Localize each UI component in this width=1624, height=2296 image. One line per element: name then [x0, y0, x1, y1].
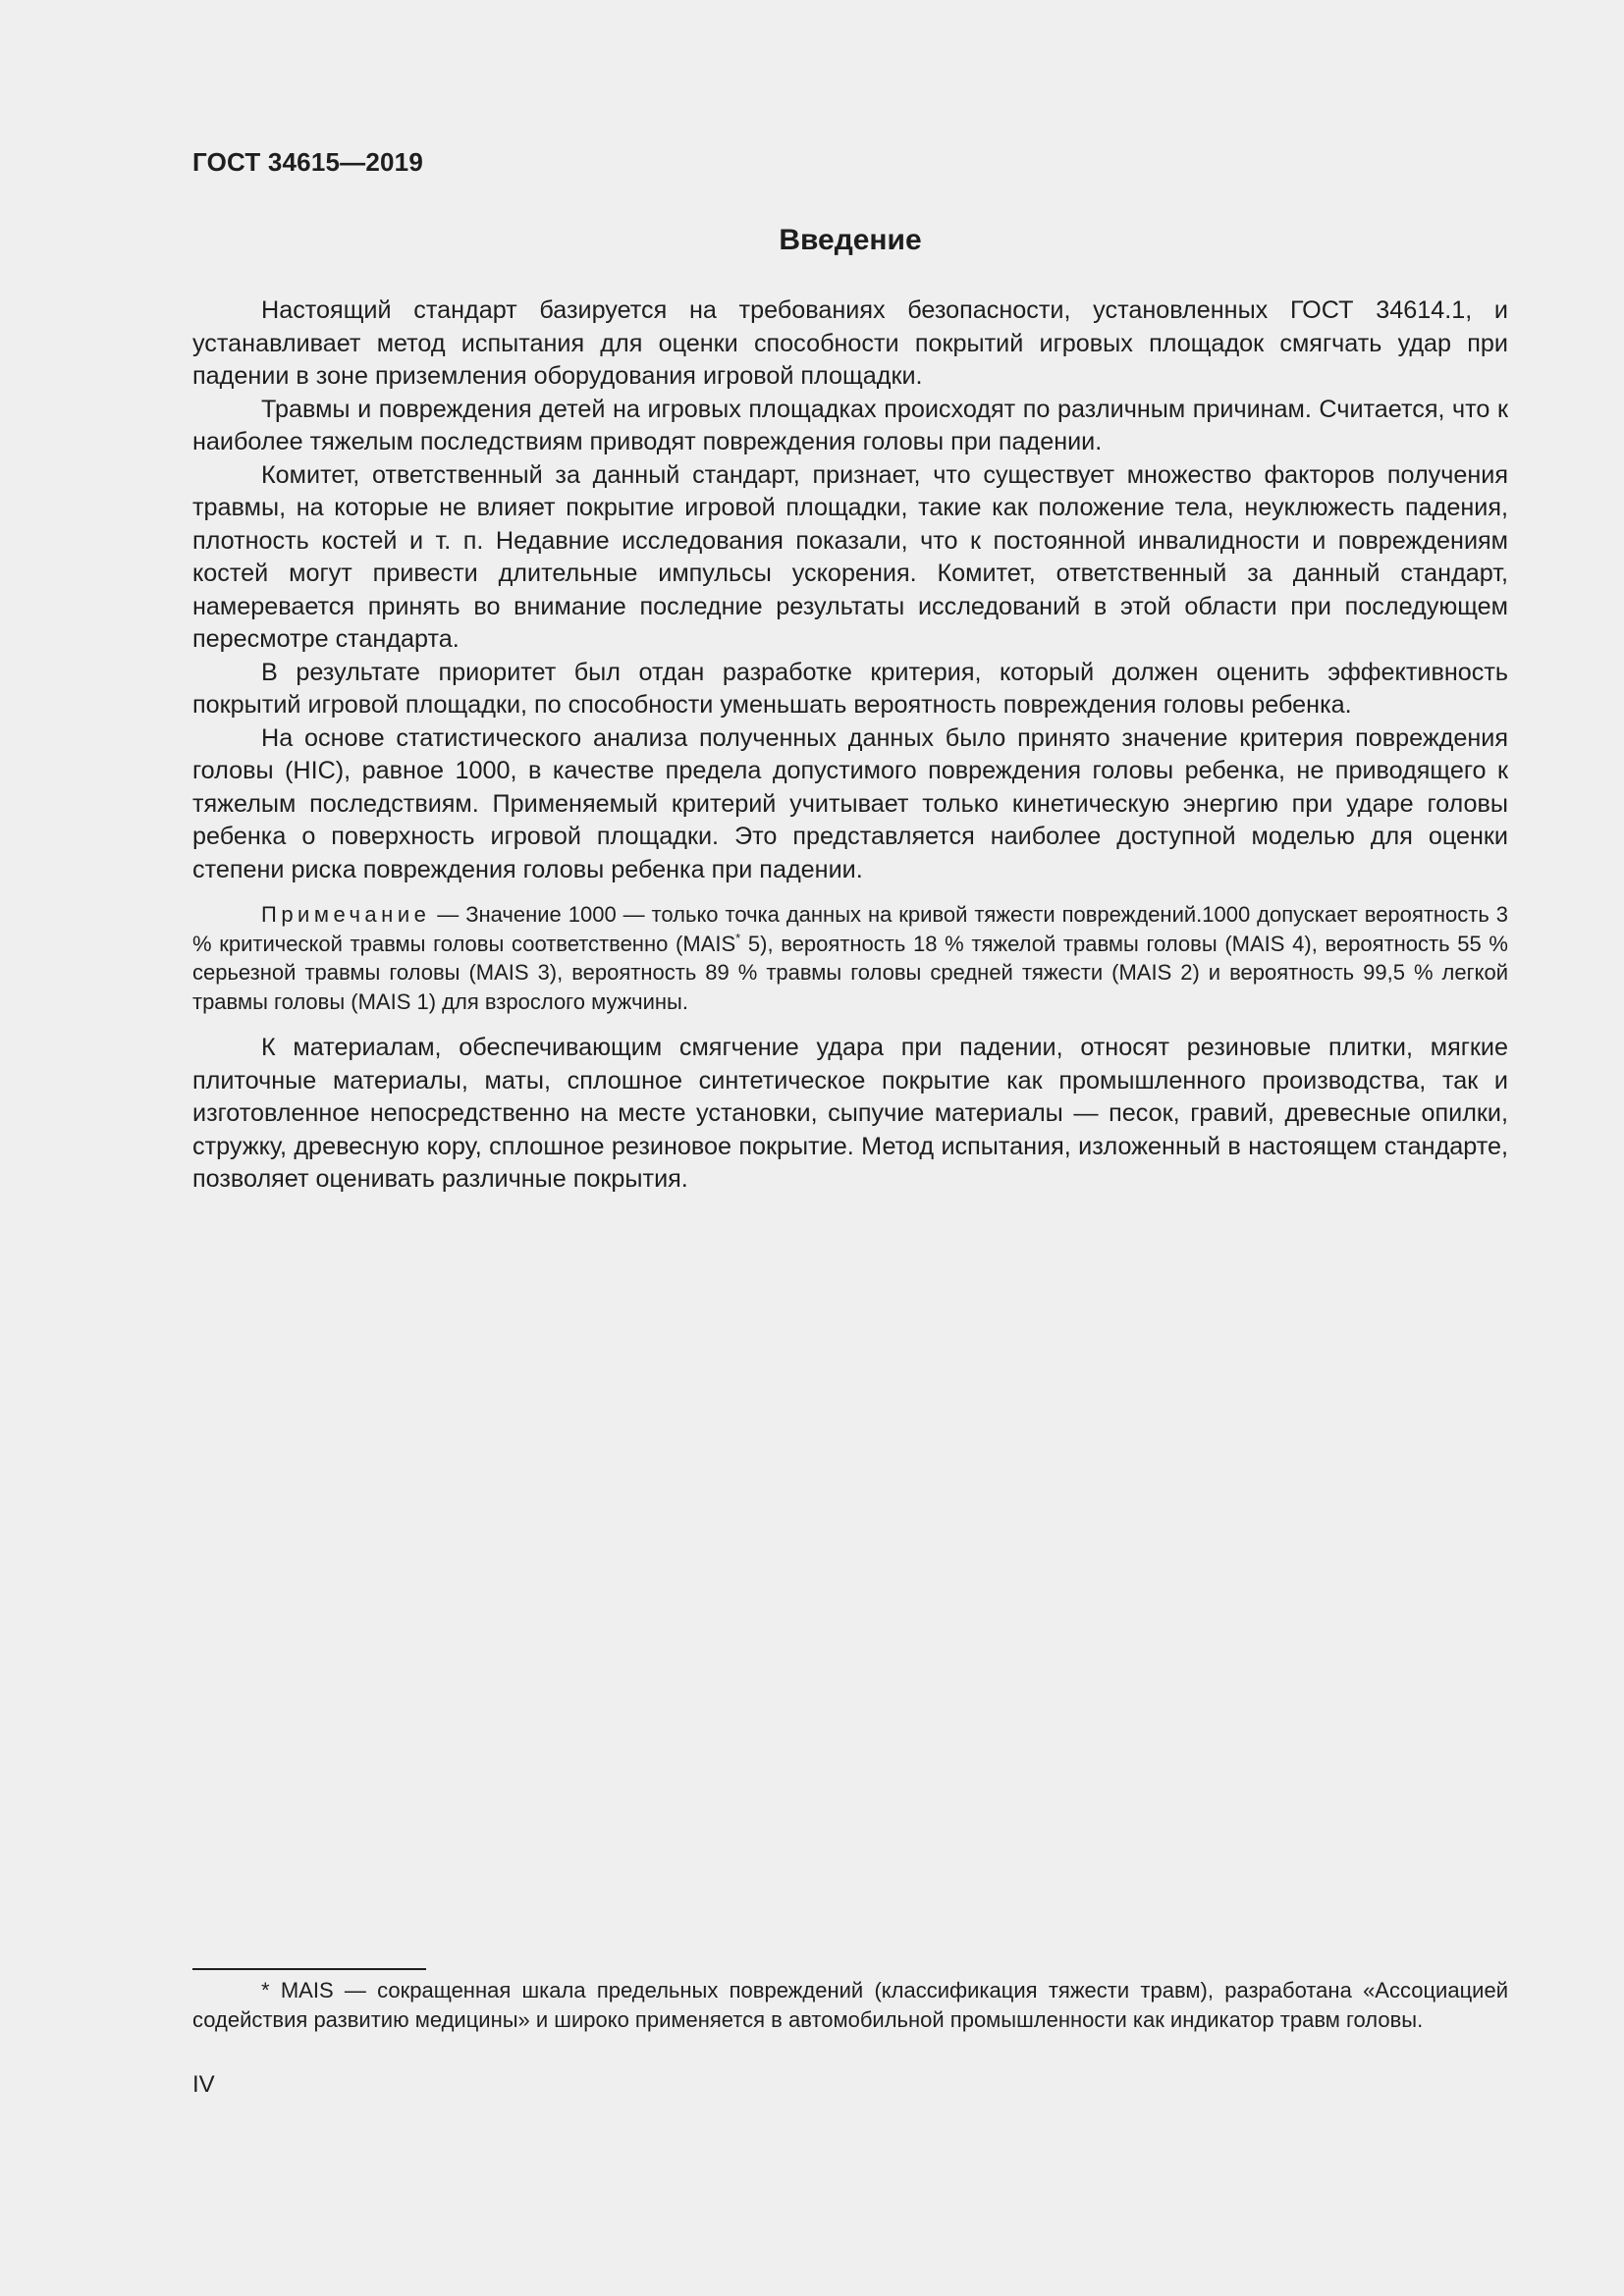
paragraph: Травмы и повреждения детей на игровых площадках происходят по различным причинам. Считается, что к наиболее тяжелым последствиям приводят повреждения головы при падении.: [192, 395, 1508, 455]
note-text-continued: 5), вероятность 18 % тяжелой травмы головы (MAIS 4), вероятность 55 % серьезной травмы головы (MAIS 3), вероятность 89 % травмы головы средней тяжести (MAIS 2) и вероятность 99,5 % легкой травмы головы (MAIS 1) для взрослого мужчины.: [192, 931, 1508, 1014]
body-text: [192, 294, 1508, 1197]
paragraph: Настоящий стандарт базируется на требованиях безопасности, установленных ГОСТ 34614.1, и устанавливает метод испытания для оценки способности покрытий игровых площадок смягчать удар при падении в зоне приземления оборудования игровой площадки.: [192, 296, 1508, 390]
note: [192, 900, 1508, 1016]
document-page: [192, 0, 1508, 2296]
paragraph-final: К материалам, обеспечивающим смягчение удара при падении, относят резиновые плитки, мягкие плиточные материалы, маты, сплошное синтетическое покрытие как промышленного производства, так и изготовленное непосредственно на месте установки, сыпучие материалы — песок, гравий, древесные опилки, стружку, древесную кору, сплошное резиновое покрытие. Метод испытания, изложенный в настоящем стандарте, позволяет оценивать различные покрытия.: [192, 1034, 1508, 1193]
footnote-divider: [192, 1968, 426, 1970]
paragraph: На основе статистического анализа полученных данных было принято значение критерия повреждения головы (HIC), равное 1000, в качестве предела допустимого повреждения головы ребенка, не приводящего к тяжелым последствиям. Применяемый критерий учитывает только кинетическую энергию при ударе головы ребенка о поверхность игровой площадки. Это представляется наиболее доступной моделью для оценки степени риска повреждения головы ребенка при падении.: [192, 723, 1508, 883]
note-text: — Значение 1000 — только точка данных на кривой тяжести повреждений.1000 допускает вероятность 3 % критической травмы головы соответственно (MAIS: [192, 902, 1508, 956]
page-number: IV: [192, 2071, 215, 2098]
document-header: ГОСТ 34615—2019: [192, 147, 423, 177]
footnote: * MAIS — сокращенная шкала предельных повреждений (классификация тяжести травм), разработана «Ассоциацией содействия развитию медицины» и широко применяется в автомобильной промышленности как индикатор травм головы.: [192, 1978, 1508, 2032]
paragraph: Комитет, ответственный за данный стандарт, признает, что существует множество факторов получения травмы, на которые не влияет покрытие игровой площадки, такие как положение тела, неуклюжесть падения, плотность костей и т. п. Недавние исследования показали, что к постоянной инвалидности и повреждениям костей могут привести длительные импульсы ускорения. Комитет, ответственный за данный стандарт, намеревается принять во внимание последние результаты исследований в этой области при последующем пересмотре стандарта.: [192, 460, 1508, 653]
section-title: Введение: [779, 224, 922, 256]
footnote-marker: *: [735, 930, 741, 945]
note-label: Примечание: [261, 902, 431, 927]
paragraph: В результате приоритет был отдан разработке критерия, который должен оценить эффективность покрытий игровой площадки, по способности уменьшать вероятность повреждения головы ребенка.: [192, 658, 1508, 719]
